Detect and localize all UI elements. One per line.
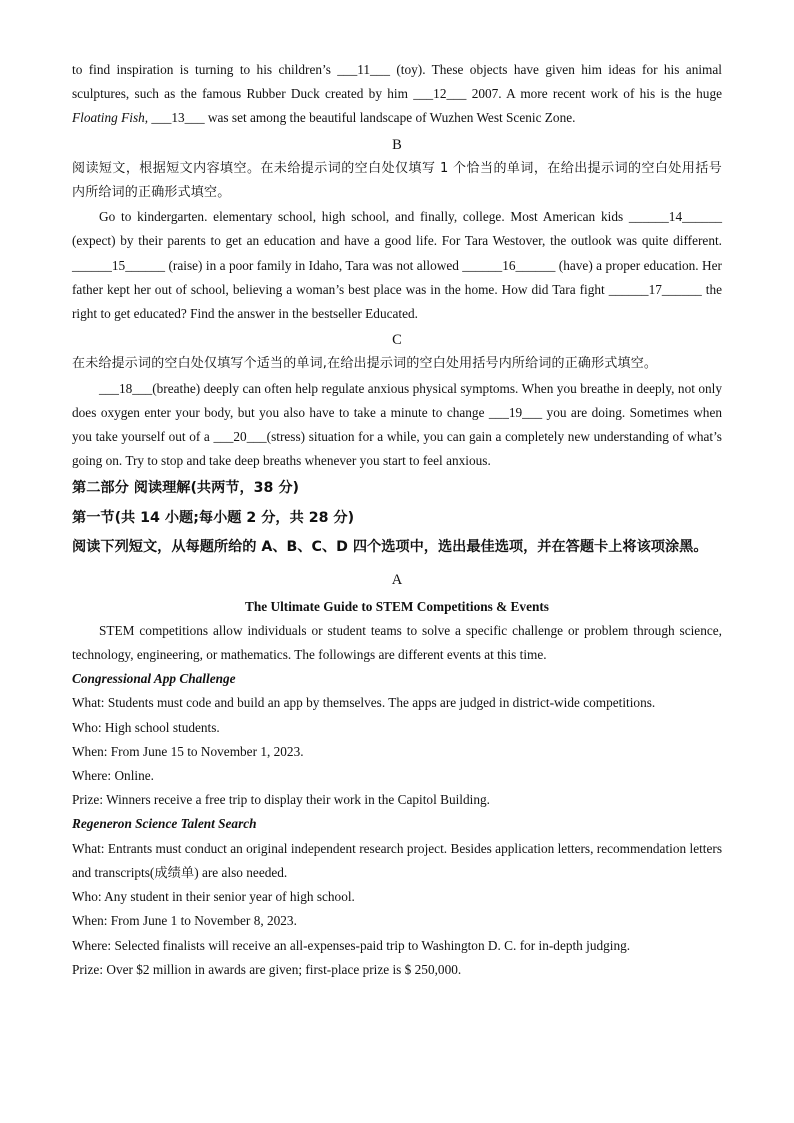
event-where: Where: Selected finalists will receive an all-expenses-paid trip to Washington D. C. for in-depth judging. (72, 937, 631, 953)
part2-heading: 第二部分 阅读理解(共两节，38 分) (72, 480, 300, 497)
section-c-letter: C (392, 332, 402, 349)
event-what: What: Students must code and build an app by themselves. The apps are judged in district-wide competitions. (72, 695, 656, 711)
part1-tail-paragraph (72, 58, 722, 131)
event-when: When: From June 15 to November 1, 2023. (72, 743, 304, 759)
event-prize: Prize: Winners receive a free trip to display their work in the Capitol Building. (72, 792, 490, 808)
part1-tail-text: to find inspiration is turning to his children’s ___11___ (toy). These objects have given him ideas for his animal sculptures, such as the famous Rubber Duck created by him ___12___ 2007. A more recent work of his is the huge (72, 62, 722, 102)
reading-a-letter: A (391, 572, 403, 589)
event-when: When: From June 1 to November 8, 2023. (72, 913, 297, 929)
part1-italic-title: Floating Fish, (72, 110, 149, 126)
part1-tail-end: ___13___ was set among the beautiful landscape of Wuzhen West Scenic Zone. (148, 110, 576, 126)
event-name: Congressional App Challenge (72, 671, 236, 687)
event-block (72, 812, 722, 981)
section-b-letter: B (392, 136, 402, 153)
event-who: Who: Any student in their senior year of high school. (72, 889, 355, 905)
section-b-passage: Go to kindergarten. elementary school, high school, and finally, college. Most American kids ______14______ (expect) by their parents to get an education and have a good life. For Tara Westover, the outlook was quite different. ______15______ (raise) in a poor family in Idaho, Tara was not allowed ______16______ (have) a proper education. Her father kept her out of school, believing a woman’s best place was in the home. How did Tara fight ______17______ the right to get educated? Find the answer in the bestseller Educated. (72, 209, 722, 322)
part2-subheading: 第一节(共 14 小题;每小题 2 分，共 28 分) (72, 510, 355, 527)
part2-instruction: 阅读下列短文，从每题所给的 A、B、C、D 四个选项中，选出最佳选项，并在答题卡上将该项涂黑。 (72, 539, 708, 556)
section-c-instruction: 在未给提示词的空白处仅填写个适当的单词,在给出提示词的空白处用括号内所给词的正确形式填空。 (72, 356, 658, 372)
event-block (72, 667, 722, 812)
event-what: What: Entrants must conduct an original independent research project. Besides application letters, recommendation letters and transcripts(成绩单) are also needed. (72, 840, 722, 880)
section-b-instruction: 阅读短文，根据短文内容填空。在未给提示词的空白处仅填写 1 个恰当的单词，在给出提示词的空白处用括号内所给词的正确形式填空。 (72, 160, 722, 201)
event-name: Regeneron Science Talent Search (72, 816, 257, 832)
reading-a-intro: STEM competitions allow individuals or student teams to solve a specific challenge or problem through science, technology, engineering, or mathematics. The followings are different events at this time. (72, 622, 722, 663)
reading-a-title: The Ultimate Guide to STEM Competitions & Events (245, 598, 549, 614)
event-who: Who: High school students. (72, 719, 220, 735)
section-c-passage: ___18___(breathe) deeply can often help regulate anxious physical symptoms. When you breathe in deeply, not only does oxygen enter your body, but you also have to take a minute to change ___19___ you are doing. Sometimes when you take yourself out of a ___20___(stress) situation for a while, you can gain a completely new understanding of what’s going on. Try to stop and take deep breaths whenever you start to feel anxious. (72, 380, 722, 469)
exam-page (72, 58, 722, 982)
event-prize: Prize: Over $2 million in awards are given; first-place prize is $ 250,000. (72, 961, 462, 977)
event-where: Where: Online. (72, 768, 154, 784)
